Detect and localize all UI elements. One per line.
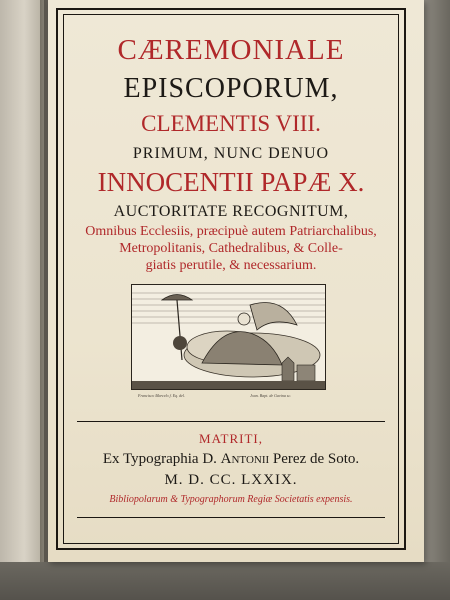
printer-prefix: Ex Typographia D. — [102, 451, 221, 467]
title-episcoporum: EPISCOPORUM, — [123, 73, 339, 104]
title-primum: PRIMUM, NUNC DENUO — [132, 145, 330, 162]
bottom-background — [0, 562, 450, 600]
imprint-printer — [63, 451, 399, 468]
printer-suffix: Perez de Soto. — [269, 451, 360, 467]
subtitle-line-2: Metropolitanis, Cathedralibus, & Colle- — [119, 241, 343, 256]
printer-name: Antonii — [220, 451, 270, 467]
subtitle-line-3: giatis perutile, & necessarium. — [145, 258, 317, 273]
imprint-note: Bibliopolarum & Typographorum Regiæ Societatis expensis. — [109, 494, 353, 505]
imprint-bottom-rule — [77, 517, 385, 518]
engraving-caption-right: Joan. Bapt. de Gavina sc. — [250, 393, 292, 398]
right-background — [424, 0, 450, 562]
title-clementis: CLEMENTIS VIII. — [141, 111, 321, 136]
title-auctoritate: AUCTORITATE RECOGNITUM, — [113, 203, 349, 220]
title-innocentii: INNOCENTII PAPÆ X. — [97, 167, 365, 197]
title-ceremoniale: CÆREMONIALE — [117, 34, 345, 66]
engraving-image — [132, 285, 325, 389]
imprint-year: M. D. CC. LXXIX. — [164, 472, 298, 488]
engraving-vignette — [131, 284, 326, 390]
imprint-top-rule — [77, 421, 385, 422]
imprint-place: MATRITI, — [199, 431, 263, 446]
left-book-leaves — [0, 0, 44, 600]
engraving-caption-left: Francisco Marcelo f. Eq. del. — [138, 393, 186, 398]
subtitle-line-1: Omnibus Ecclesiis, præcipuè autem Patriarchalibus, — [85, 224, 377, 239]
